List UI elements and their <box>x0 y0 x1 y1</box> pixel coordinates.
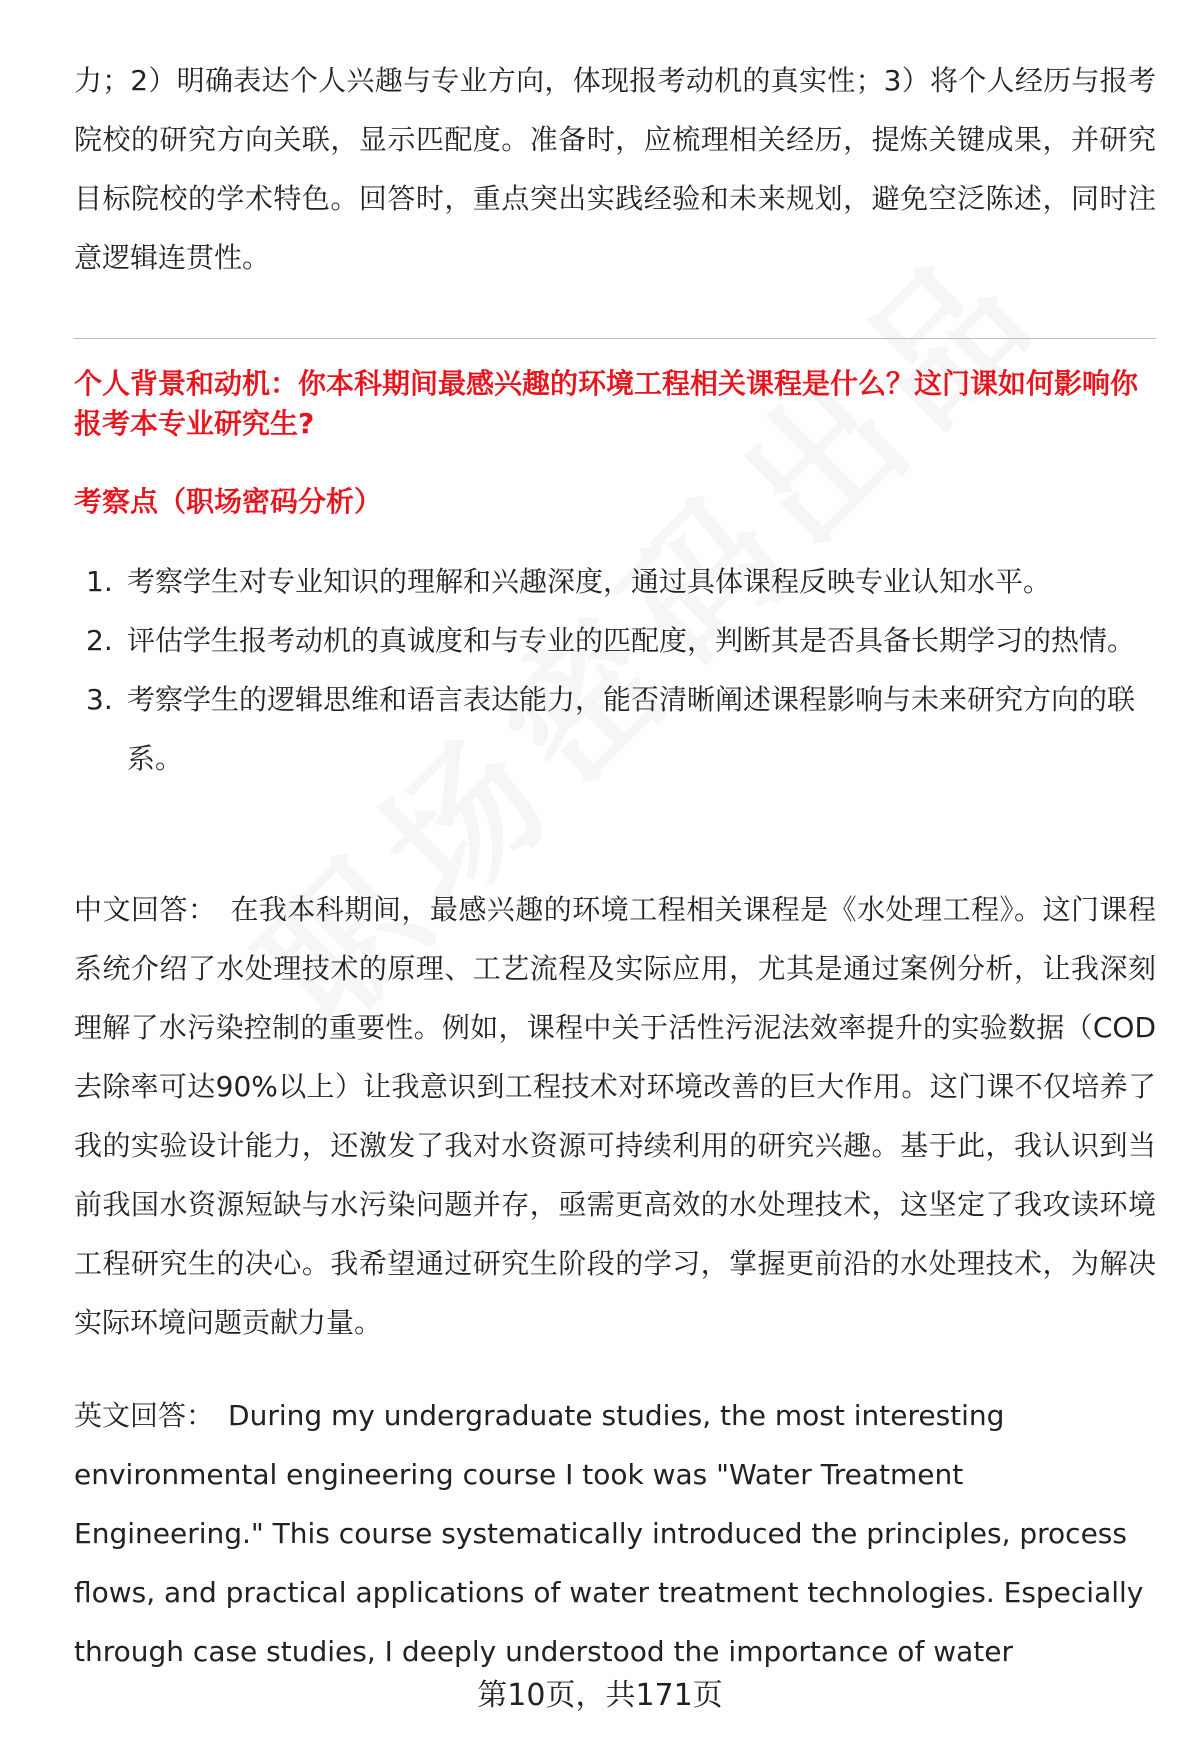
assessment-subheading: 考察点（职场密码分析） <box>74 485 383 518</box>
question-heading: 个人背景和动机：你本科期间最感兴趣的环境工程相关课程是什么？这门课如何影响你报考本专业研究生? <box>74 367 1139 440</box>
chinese-answer-label: 中文回答： <box>74 893 217 926</box>
intro-paragraph: 力；2）明确表达个人兴趣与专业方向，体现报考动机的真实性；3）将个人经历与报考院校的研究方向关联，显示匹配度。准备时，应梳理相关经历，提炼关键成果，并研究目标院校的学术特色。回答时，重点突出实践经验和未来规划，避免空泛陈述，同时注意逻辑连贯性。 <box>74 64 1156 274</box>
list-item-number: 1. <box>86 565 113 598</box>
list-item <box>74 552 1156 611</box>
english-answer-text: During my undergraduate studies, the most interesting environmental engineering course I took was "Water Treatment Engineering." This course systematically introduced the principles, process flows, and practical applications of water treatment technologies. Especially through case studies, I deeply understood the importance of water <box>74 1399 1144 1668</box>
list-item <box>74 611 1156 670</box>
chinese-answer-text: 在我本科期间，最感兴趣的环境工程相关课程是《水处理工程》。这门课程系统介绍了水处理技术的原理、工艺流程及实际应用，尤其是通过案例分析，让我深刻理解了水污染控制的重要性。例如，课程中关于活性污泥法效率提升的实验数据（COD去除率可达90%以上）让我意识到工程技术对环境改善的巨大作用。这门课不仅培养了我的实验设计能力，还激发了我对水资源可持续利用的研究兴趣。基于此，我认识到当前我国水资源短缺与水污染问题并存，亟需更高效的水处理技术，这坚定了我攻读环境工程研究生的决心。我希望通过研究生阶段的学习，掌握更前沿的水处理技术，为解决实际环境问题贡献力量。 <box>74 893 1156 1339</box>
list-item-text: 评估学生报考动机的真诚度和与专业的匹配度，判断其是否具备长期学习的热情。 <box>127 624 1136 657</box>
list-item-text: 考察学生对专业知识的理解和兴趣深度，通过具体课程反映专业认知水平。 <box>127 565 1052 598</box>
page-number-footer: 第10页，共171页 <box>477 1678 723 1713</box>
assessment-points-list <box>74 552 1156 788</box>
english-answer-paragraph <box>74 1386 1156 1681</box>
english-answer-label: 英文回答： <box>74 1399 215 1432</box>
list-item-text: 考察学生的逻辑思维和语言表达能力，能否清晰阐述课程影响与未来研究方向的联系。 <box>127 683 1136 775</box>
list-item <box>74 670 1156 788</box>
section-divider <box>74 338 1156 339</box>
list-item-number: 3. <box>86 683 113 716</box>
chinese-answer-paragraph <box>74 880 1156 1352</box>
list-item-number: 2. <box>86 624 113 657</box>
